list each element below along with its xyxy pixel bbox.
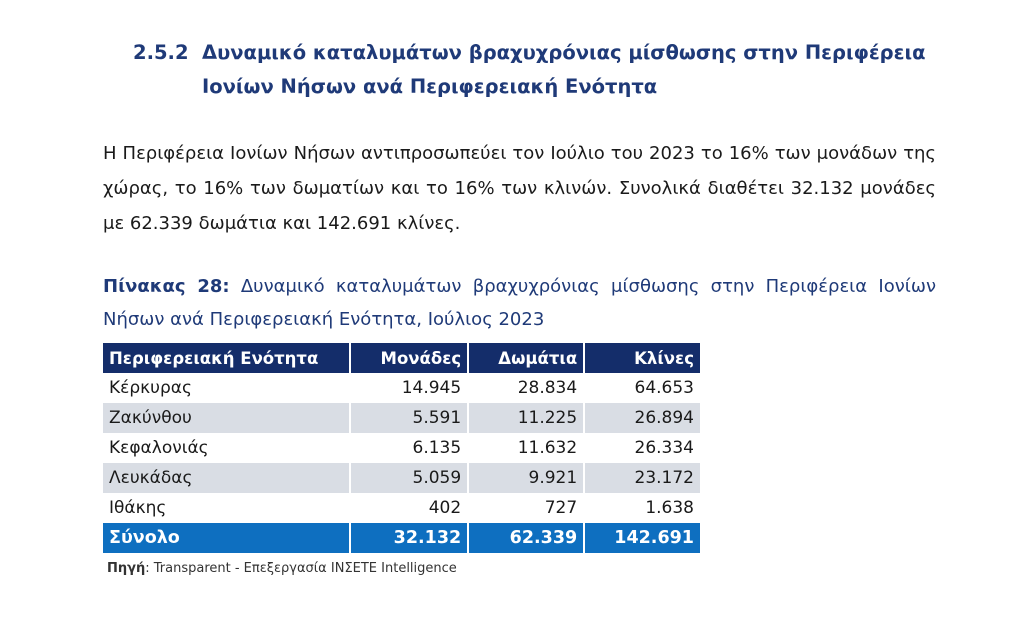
section-number: 2.5.2: [133, 41, 189, 64]
cell-region: Ιθάκης: [103, 493, 350, 523]
total-label: Σύνολο: [103, 523, 350, 553]
cell-rooms: 9.921: [468, 463, 584, 493]
table-header-row: [103, 343, 700, 373]
cell-units: 5.591: [350, 403, 468, 433]
cell-rooms: 727: [468, 493, 584, 523]
cell-units: 6.135: [350, 433, 468, 463]
table-row: [103, 493, 700, 523]
cell-region: Κεφαλονιάς: [103, 433, 350, 463]
cell-beds: 64.653: [584, 373, 700, 403]
header-region: Περιφερειακή Ενότητα: [103, 343, 350, 373]
table-row: [103, 463, 700, 493]
total-beds: 142.691: [584, 523, 700, 553]
cell-rooms: 11.225: [468, 403, 584, 433]
table-row: [103, 373, 700, 403]
cell-beds: 23.172: [584, 463, 700, 493]
total-units: 32.132: [350, 523, 468, 553]
section-heading-line1: [133, 36, 953, 70]
cell-beds: 1.638: [584, 493, 700, 523]
data-table: [103, 343, 700, 553]
cell-units: 5.059: [350, 463, 468, 493]
table-row: [103, 433, 700, 463]
header-beds: Κλίνες: [584, 343, 700, 373]
section-heading: [133, 36, 953, 104]
cell-units: 402: [350, 493, 468, 523]
source-label: Πηγή: [107, 561, 146, 576]
cell-region: Κέρκυρας: [103, 373, 350, 403]
cell-beds: 26.894: [584, 403, 700, 433]
source-text: : Transparent - Επεξεργασία ΙΝΣΕΤΕ Intelligence: [145, 561, 457, 576]
table-caption-label: Πίνακας 28:: [103, 276, 230, 297]
total-rooms: 62.339: [468, 523, 584, 553]
header-units: Μονάδες: [350, 343, 468, 373]
section-title-line1: Δυναμικό καταλυμάτων βραχυχρόνιας μίσθωσης στην Περιφέρεια: [202, 41, 926, 64]
section-title-line2: Ιονίων Νήσων ανά Περιφερειακή Ενότητα: [202, 75, 658, 98]
table-total-row: [103, 523, 700, 553]
table-row: [103, 403, 700, 433]
table-caption: [103, 270, 936, 336]
source-note: [107, 561, 457, 576]
table-caption-text: Δυναμικό καταλυμάτων βραχυχρόνιας μίσθωσης στην Περιφέρεια Ιονίων Νήσων ανά Περιφερειακή Ενότητα, Ιούλιος 2023: [103, 276, 936, 330]
cell-beds: 26.334: [584, 433, 700, 463]
cell-units: 14.945: [350, 373, 468, 403]
header-rooms: Δωμάτια: [468, 343, 584, 373]
cell-rooms: 11.632: [468, 433, 584, 463]
cell-region: Ζακύνθου: [103, 403, 350, 433]
cell-region: Λευκάδας: [103, 463, 350, 493]
cell-rooms: 28.834: [468, 373, 584, 403]
body-paragraph: Η Περιφέρεια Ιονίων Νήσων αντιπροσωπεύει τον Ιούλιο του 2023 το 16% των μονάδων της χώρας, το 16% των δωματίων και το 16% των κλινών. Συνολικά διαθέτει 32.132 μονάδες με 62.339 δωμάτια και 142.691 κλίνες.: [103, 143, 936, 234]
